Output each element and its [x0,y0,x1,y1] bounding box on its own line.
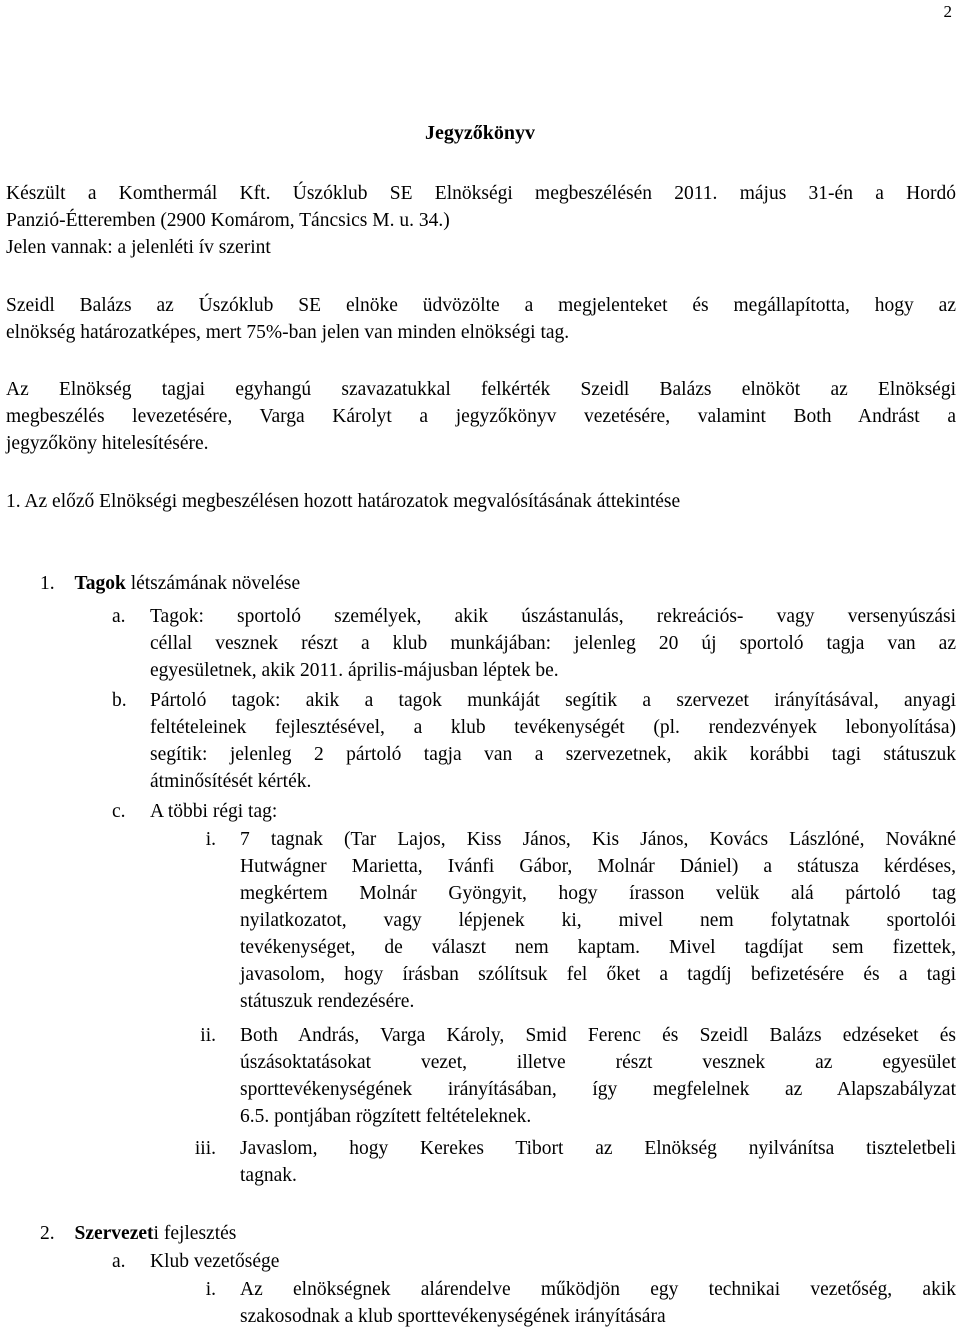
item1c-iii-line: Javaslom, hogy Kerekes Tibort az Elnökség nyilvánítsa tiszteletbeli [240,1138,956,1159]
section1-heading [6,488,956,515]
intro-line: Jelen vannak: a jelenléti ív szerint [6,237,271,258]
item1-label-rest: létszámának növelése [125,573,301,594]
item1c-i-line: javasolom, hogy írásban szólítsuk fel őket a tagdíj befizetésére és a tagi [240,964,956,985]
item1b-marker: b. [112,690,127,711]
item1a-line: Tagok: sportoló személyek, akik úszástanulás, rekreációs- vagy versenyúszási [150,606,956,627]
election-line: Az Elnökség tagjai egyhangú szavazatukkal felkérték Szeidl Balázs elnököt az Elnökségi [6,379,956,400]
item1c-iii-line: tagnak. [240,1165,297,1186]
item2-number: 2. [40,1223,55,1244]
item1b-line: segítik: jelenleg 2 pártoló tagja van a szervezetnek, akik korábbi tagi státuszuk [150,744,956,765]
item1c-i-line: Hutwágner Marietta, Ivánfi Gábor, Molnár Dániel) a státusza kérdéses, [240,856,956,877]
item2a-i-text [240,1276,956,1330]
item1b-line: feltételeinek fejlesztésével, a klub tevékenységét (pl. rendezvények lebonyolítása) [150,717,956,738]
item1c-ii-marker: ii. [200,1025,216,1046]
item1a-marker: a. [112,606,126,627]
item1c-ii-line: sporttevékenységének irányításában, így megfelelnek az Alapszabályzat [240,1079,956,1100]
item2a-label: Klub vezetősége [150,1251,280,1272]
item2-bold-label: Szervezet [74,1223,154,1244]
item1c-ii-line: 6.5. pontjában rögzített feltételeknek. [240,1106,532,1127]
item1c-ii-line: Both András, Varga Károly, Smid Ferenc és Szeidl Balázs edzéseket és [240,1025,956,1046]
item2a-marker: a. [112,1251,126,1272]
item2a-i-line: szakosodnak a klub sporttevékenységének irányítására [240,1306,666,1327]
item1a-line: céllal vesznek részt a klub munkájában: jelenleg 20 új sportoló tagja van az [150,633,956,654]
intro-line: Készült a Komthermál Kft. Úszóklub SE Elnökségi megbeszélésén 2011. május 31-én a Hordó [6,183,956,204]
item1b-text [150,687,956,795]
item2-label-rest: i fejlesztés [153,1223,237,1244]
item1-number: 1. [40,573,55,594]
item1c-i-line: megkértem Molnár Gyöngyit, hogy írasson velük alá pártoló tag [240,883,956,904]
quorum-line: Szeidl Balázs az Úszóklub SE elnöke üdvözölte a megjelenteket és megállapította, hogy az [6,295,956,316]
item1c-iii-text [240,1135,956,1189]
item2-heading [40,1220,236,1247]
item1c-i-text [240,826,956,1015]
intro-paragraph [6,180,956,261]
page-number: 2 [943,2,952,21]
quorum-paragraph [6,292,956,346]
election-line: megbeszélés levezetésére, Varga Károlyt a jegyzőkönyv vezetésére, valamint Both Andrást a [6,406,956,427]
item1a-line: egyesületnek, akik 2011. április-májusban léptek be. [150,660,559,681]
item1c-iii-marker: iii. [194,1138,216,1159]
item1-heading [40,570,300,597]
item1c-i-marker: i. [205,829,216,850]
item1c-ii-line: úszásoktatásokat vezet, illetve részt vesznek az egyesület [240,1052,956,1073]
item1c-i-line: 7 tagnak (Tar Lajos, Kiss János, Kis János, Kovács Lászlóné, Novákné [240,829,956,850]
item1c-label: A többi régi tag: [150,801,278,822]
document-title: Jegyzőkönyv [425,122,535,144]
intro-line: Panzió-Étteremben (2900 Komárom, Táncsics M. u. 34.) [6,210,450,231]
item1-bold-label: Tagok [74,573,126,594]
item1c-i-line: nyilatkozatot, vagy lépjenek ki, mivel nem folytatnak sportolói [240,910,956,931]
item1c-i-line: státuszuk rendezésére. [240,991,415,1012]
item1c-i-line: tevékenységet, de választ nem kaptam. Mivel tagdíjat sem fizettek, [240,937,956,958]
item1c-marker: c. [112,801,126,822]
item2a-i-marker: i. [205,1279,216,1300]
item1b-line: átminősítését kérték. [150,771,312,792]
election-paragraph [6,376,956,457]
item1b-line: Pártoló tagok: akik a tagok munkáját segítik a szervezet irányításával, anyagi [150,690,956,711]
quorum-line: elnökség határozatképes, mert 75%-ban jelen van minden elnökségi tag. [6,322,570,343]
election-line: jegyzőköny hitelesítésére. [6,433,209,454]
item2a-i-line: Az elnökségnek alárendelve működjön egy technikai vezetőség, akik [240,1279,956,1300]
item1c-ii-text [240,1022,956,1130]
section1-heading-text: 1. Az előző Elnökségi megbeszélésen hozott határozatok megvalósításának áttekintése [6,491,681,512]
item1a-text [150,603,956,684]
